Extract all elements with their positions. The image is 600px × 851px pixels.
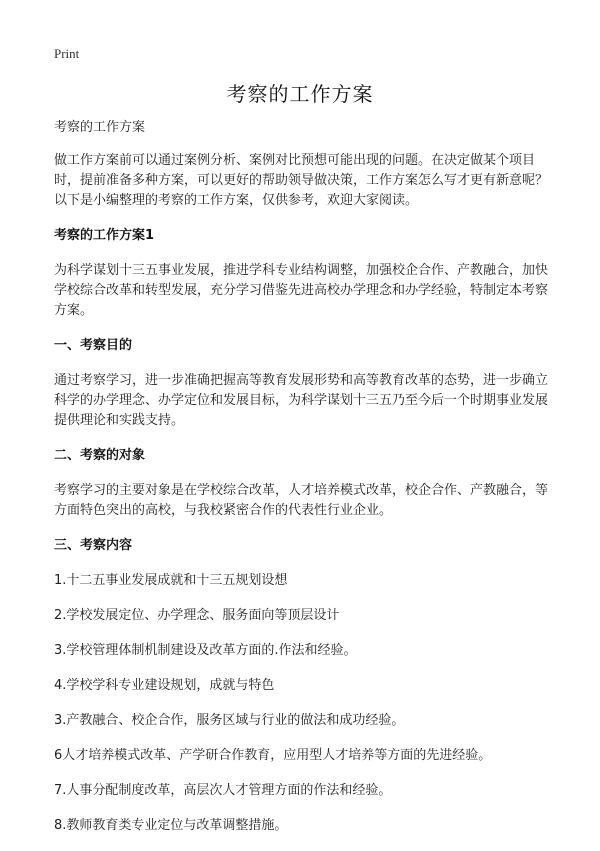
section-title: 考察的工作方案1 [54,228,155,243]
contents-item-6: 6人才培养模式改革、产学研合作教育，应用型人才培养等方面的先进经验。 [54,748,492,763]
contents-item-4: 4.学校学科专业建设规划，成就与特色 [54,678,275,693]
contents-item-7: 7.人事分配制度改革，高层次人才管理方面的作法和经验。 [54,783,392,798]
targets-paragraph: 考察学习的主要对象是在学校综合改革，人才培养模式改革，校企合作、产教融合，等方面特色突出的高校，与我校紧密合作的代表性行业企业。 [54,483,549,518]
contents-item-3: 3.学校管理体制机制建设及改革方面的.作法和经验。 [54,643,357,658]
contents-item-1: 1.十二五事业发展成就和十三五规划设想 [54,573,288,588]
document-subtitle: 考察的工作方案 [54,120,146,135]
document-title: 考察的工作方案 [226,82,374,106]
document-body [54,118,554,851]
contents-item-8: 8.教师教育类专业定位与改革调整措施。 [54,818,288,833]
targets-heading: 二、考察的对象 [54,448,146,463]
print-link[interactable]: Print [54,46,80,61]
contents-heading: 三、考察内容 [54,538,133,553]
contents-item-2: 2.学校发展定位、办学理念、服务面向等顶层设计 [54,608,340,623]
purpose-heading: 一、考察目的 [54,338,133,353]
section-intro-paragraph: 为科学谋划十三五事业发展，推进学科专业结构调整，加强校企合作、产教融合，加快学校综合改革和转型发展，充分学习借鉴先进高校办学理念和办学经验，特制定本考察方案。 [54,263,549,318]
contents-item-5: 3.产教融合、校企合作，服务区域与行业的做法和成功经验。 [54,713,405,728]
intro-paragraph: 做工作方案前可以通过案例分析、案例对比预想可能出现的问题。在决定做某个项目时，提前准备多种方案，可以更好的帮助领导做决策，工作方案怎么写才更有新意呢？以下是小编整理的考察的工作方案，仅供参考，欢迎大家阅读。 [54,153,549,208]
purpose-paragraph: 通过考察学习，进一步准确把握高等教育发展形势和高等教育改革的态势，进一步确立科学的办学理念、办学定位和发展目标，为科学谋划十三五乃至今后一个时期事业发展提供理论和实践支持。 [54,373,549,428]
